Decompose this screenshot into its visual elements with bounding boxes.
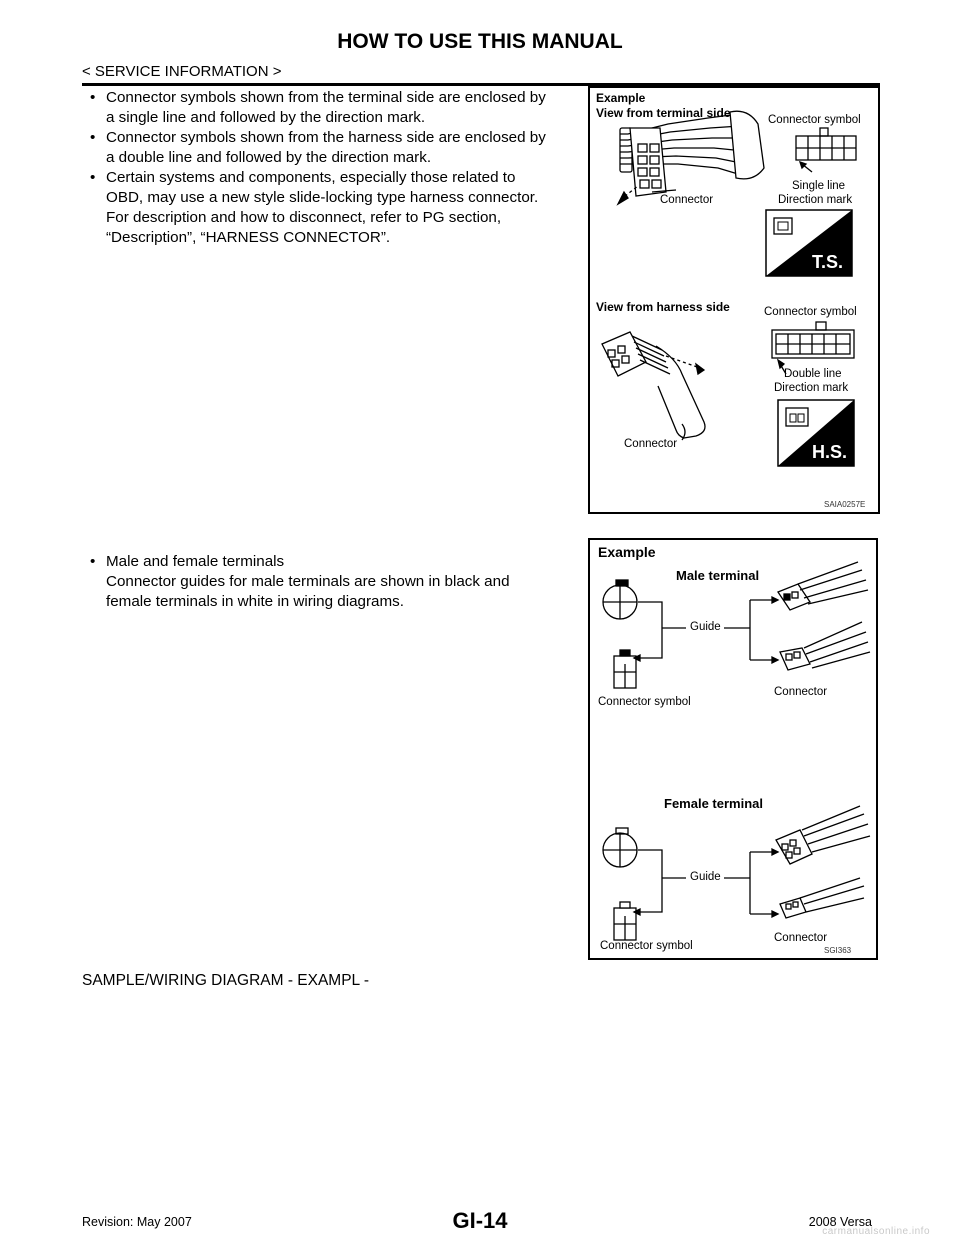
figure-male-female-terminals: [588, 538, 878, 960]
female-terminal-label: Female terminal: [664, 796, 763, 811]
direction-mark-label: Direction mark: [778, 194, 853, 206]
watermark: carmanualsonline.info: [822, 1226, 930, 1237]
direction-mark-label: Direction mark: [774, 382, 849, 394]
harness-side-connector-symbol: [772, 322, 854, 374]
figure-code: SAIA0257E: [824, 500, 866, 509]
terminal-side-connector-symbol: [796, 128, 856, 172]
list-item: [82, 128, 578, 168]
connector-symbol-label: Connector symbol: [764, 306, 857, 318]
list-item-line: female terminals in white in wiring diagrams.: [106, 593, 404, 610]
breadcrumb: < SERVICE INFORMATION >: [82, 63, 282, 80]
connector-label: Connector: [774, 932, 828, 944]
hs-badge-text: H.S.: [812, 442, 848, 462]
bullet-list-connector-symbols: [82, 88, 578, 248]
list-item: [82, 88, 578, 128]
figure-example-label: Example: [596, 91, 646, 105]
list-item-line: OBD, may use a new style slide-locking type harness connector.: [106, 189, 539, 206]
ts-badge-text: T.S.: [812, 252, 844, 272]
list-item: [82, 552, 578, 612]
list-item-line: • Male and female terminals: [106, 553, 285, 570]
connector-label: Connector: [660, 194, 714, 206]
list-item-line: • Connector symbols shown from the terminal side are enclosed by: [106, 89, 546, 106]
connector-symbol-label: Connector symbol: [598, 696, 691, 708]
figure-example-label: Example: [598, 544, 656, 560]
list-item-line: • Connector symbols shown from the harness side are enclosed by: [106, 129, 546, 146]
list-item-line: Connector guides for male terminals are shown in black and: [106, 573, 510, 590]
harness-side-label: View from harness side: [596, 300, 730, 314]
list-item-line: For description and how to disconnect, refer to PG section,: [106, 209, 502, 226]
female-terminal-diagram: [603, 806, 870, 940]
list-item-line: a double line and followed by the direction mark.: [106, 149, 432, 166]
guide-label: Guide: [690, 621, 721, 633]
figure-connector-view: [588, 86, 880, 514]
terminal-side-label: View from terminal side: [596, 106, 731, 120]
vehicle-model: 2008 Versa: [808, 1215, 872, 1229]
list-item-line: “Description”, “HARNESS CONNECTOR”.: [106, 229, 391, 246]
list-item-line: • Certain systems and components, especially those related to: [106, 169, 516, 186]
page-title: HOW TO USE THIS MANUAL: [337, 30, 623, 53]
figure-code: SGI363: [824, 946, 852, 955]
double-line-label: Double line: [784, 368, 842, 380]
list-item: [82, 168, 578, 248]
guide-label: Guide: [690, 871, 721, 883]
section-heading: SAMPLE/WIRING DIAGRAM - EXAMPL -: [82, 972, 370, 989]
single-line-label: Single line: [792, 180, 846, 192]
connector-label: Connector: [774, 686, 828, 698]
list-item-line: a single line and followed by the direction mark.: [106, 109, 426, 126]
terminals-illustration: [590, 540, 876, 958]
page-number: GI-14: [452, 1208, 508, 1233]
male-terminal-label: Male terminal: [676, 568, 760, 583]
bullet-list-terminals: [82, 552, 578, 612]
revision-date: Revision: May 2007: [82, 1215, 192, 1229]
connector-symbol-label: Connector symbol: [600, 940, 693, 952]
connector-label: Connector: [624, 438, 678, 450]
terminal-side-connector-drawing: [618, 111, 764, 204]
harness-side-connector-drawing: [602, 332, 705, 440]
connector-symbol-label: Connector symbol: [768, 114, 861, 126]
